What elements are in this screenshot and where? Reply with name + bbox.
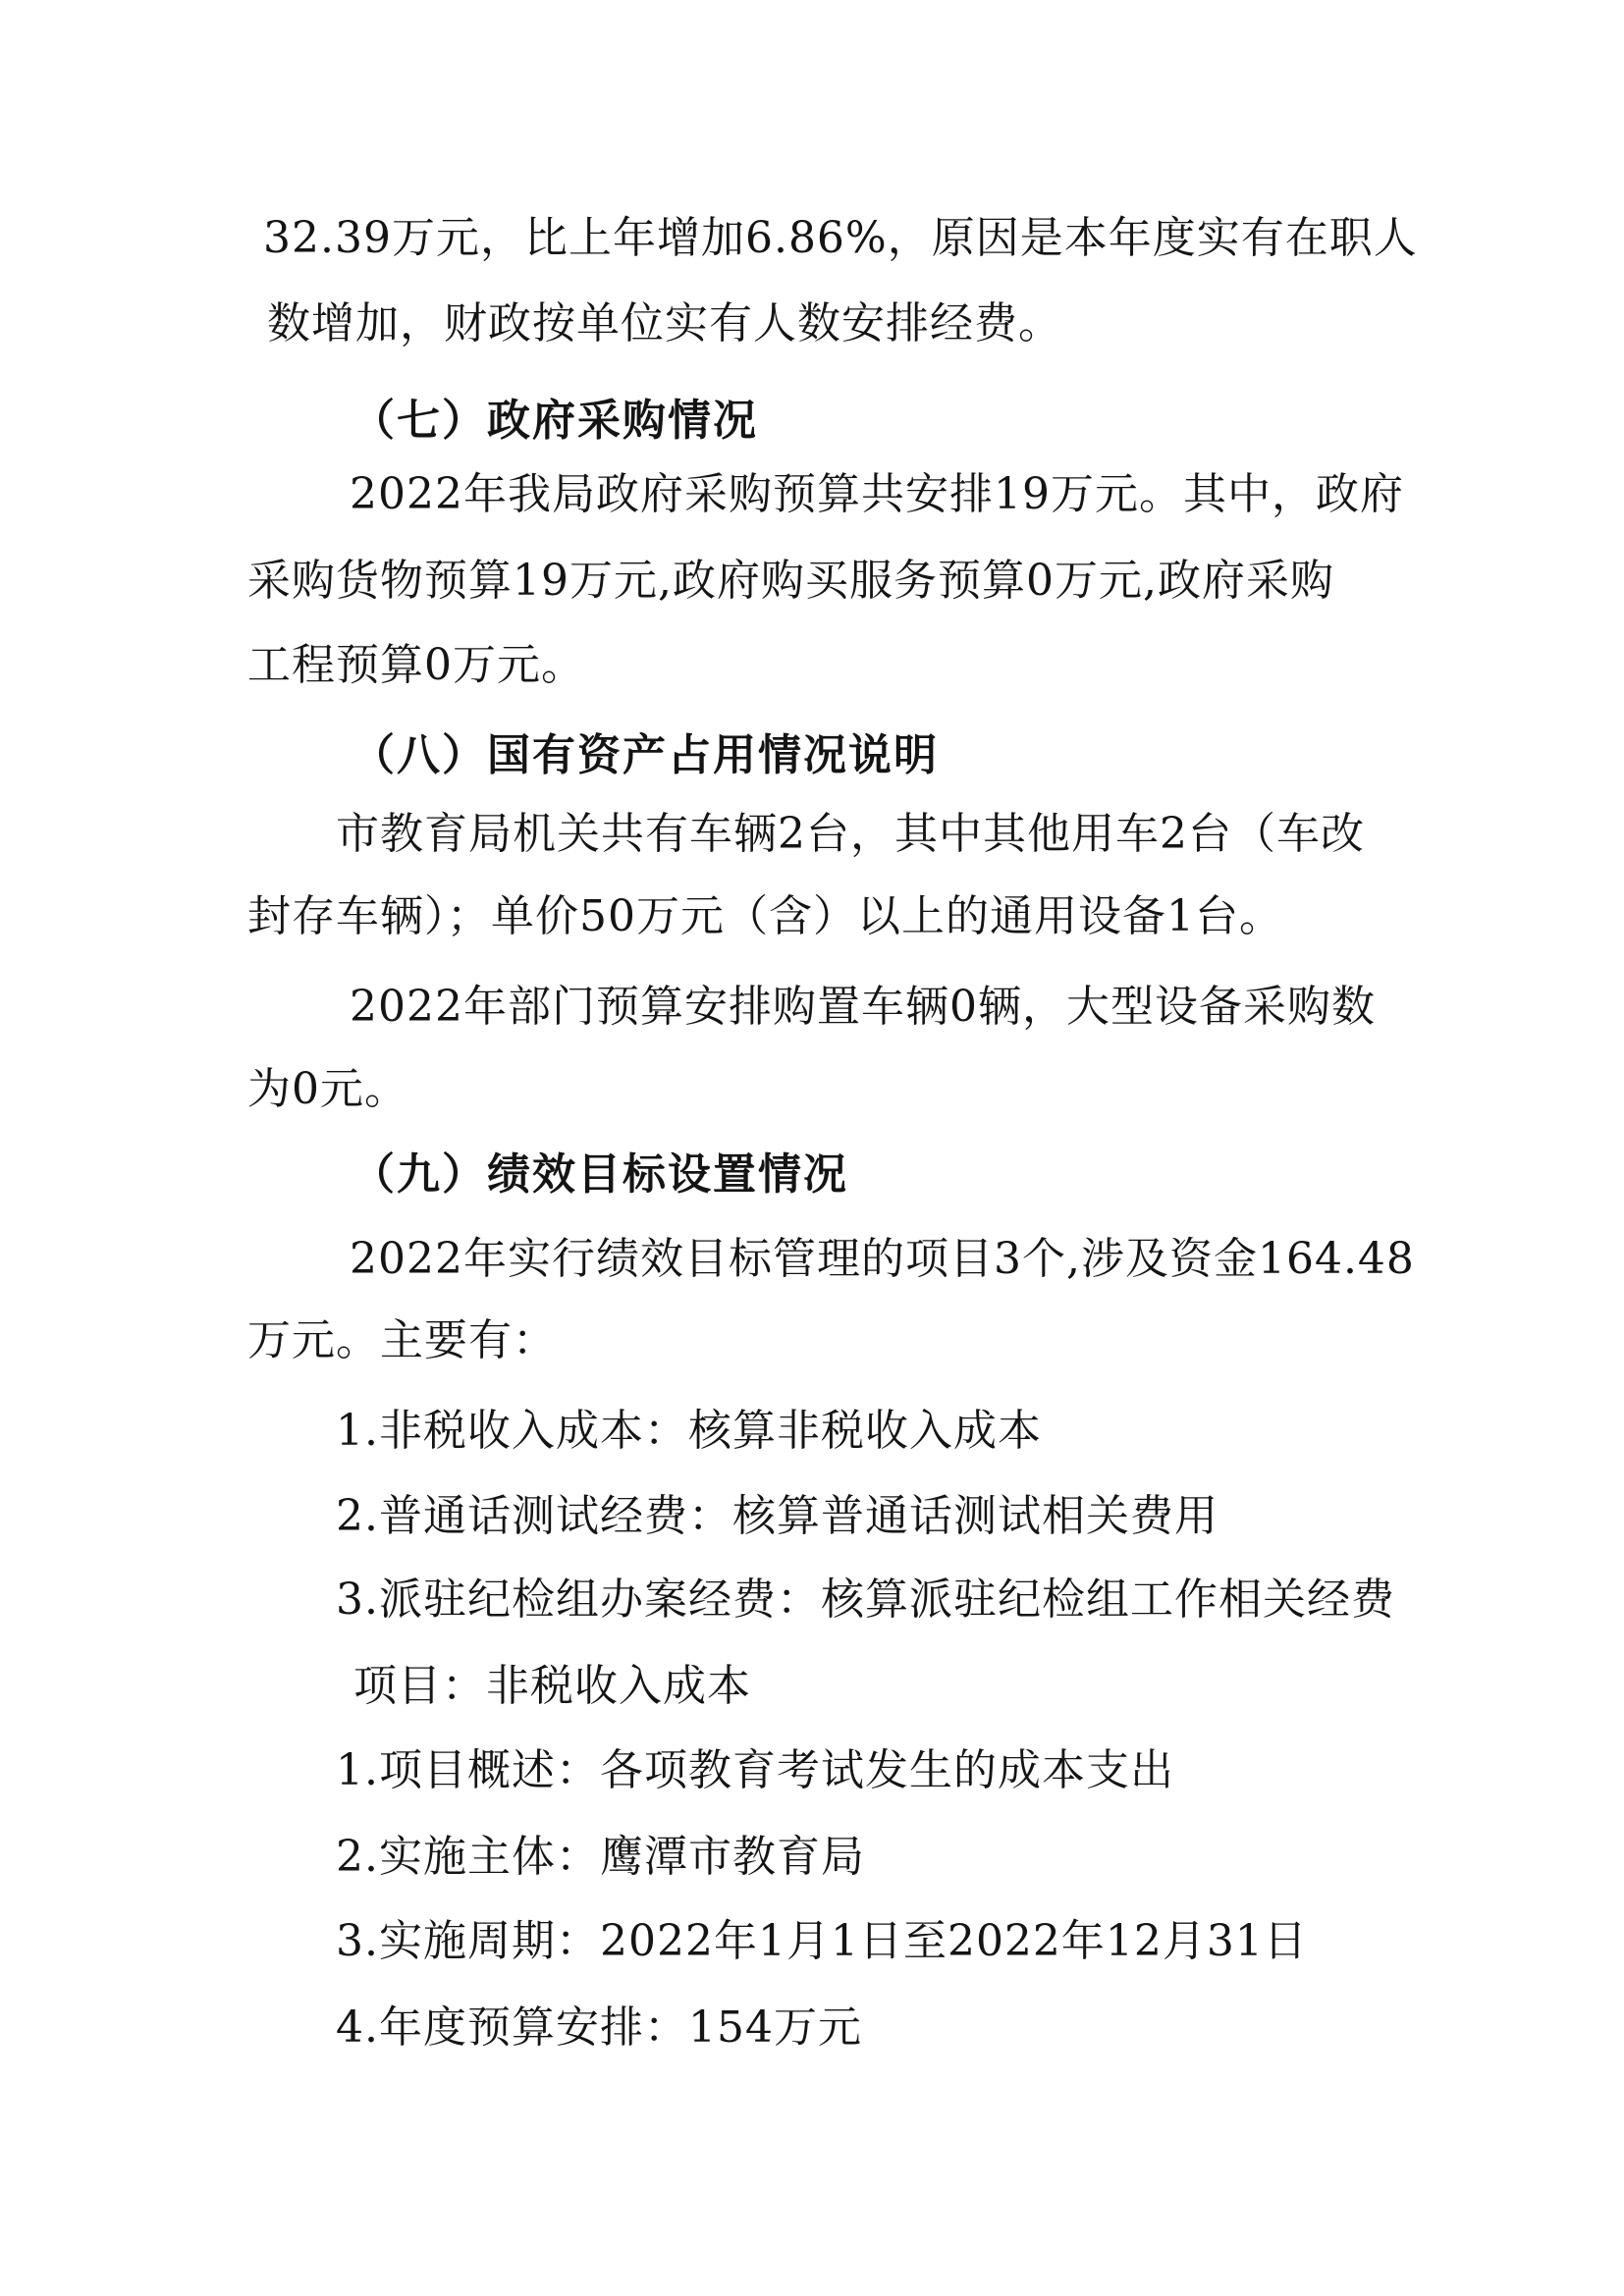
paragraph-line: 采购货物预算19万元,政府购买服务预算0万元,政府采购 xyxy=(247,556,1334,606)
paragraph-line: 为0元。 xyxy=(247,1064,408,1114)
list-item: 2.实施主体：鹰潭市教育局 xyxy=(336,1832,865,1882)
section-heading-performance-targets: （九）绩效目标设置情况 xyxy=(352,1149,848,1200)
paragraph-line: 万元。主要有： xyxy=(247,1315,557,1365)
paragraph-line: 工程预算0万元。 xyxy=(247,640,585,690)
paragraph-line: 市教育局机关共有车辆2台，其中其他用车2台（车改 xyxy=(336,809,1365,859)
list-item: 3.派驻纪检组办案经费：核算派驻纪检组工作相关经费 xyxy=(336,1575,1395,1625)
paragraph-line: 2022年实行绩效目标管理的项目3个,涉及资金164.48 xyxy=(350,1234,1415,1284)
list-item: 1.项目概述：各项教育考试发生的成本支出 xyxy=(336,1745,1174,1795)
list-item: 1.非税收入成本：核算非税收入成本 xyxy=(336,1406,1042,1456)
paragraph-line: 数增加，财政按单位实有人数安排经费。 xyxy=(267,298,1062,348)
section-heading-government-procurement: （七）政府采购情况 xyxy=(352,396,758,446)
section-heading-state-assets: （八）国有资产占用情况说明 xyxy=(352,730,939,780)
list-item: 4.年度预算安排：154万元 xyxy=(336,2002,862,2053)
list-item: 2.普通话测试经费：核算普通话测试相关费用 xyxy=(336,1491,1218,1541)
paragraph-line: 2022年部门预算安排购置车辆0辆，大型设备采购数 xyxy=(350,982,1376,1032)
project-title: 项目：非税收入成本 xyxy=(353,1661,751,1711)
paragraph-line: 32.39万元，比上年增加6.86%，原因是本年度实有在职人 xyxy=(263,213,1418,263)
list-item: 3.实施周期：2022年1月1日至2022年12月31日 xyxy=(336,1916,1308,1966)
paragraph-line: 2022年我局政府采购预算共安排19万元。其中，政府 xyxy=(350,469,1404,519)
paragraph-line: 封存车辆）；单价50万元（含）以上的通用设备1台。 xyxy=(247,891,1283,941)
